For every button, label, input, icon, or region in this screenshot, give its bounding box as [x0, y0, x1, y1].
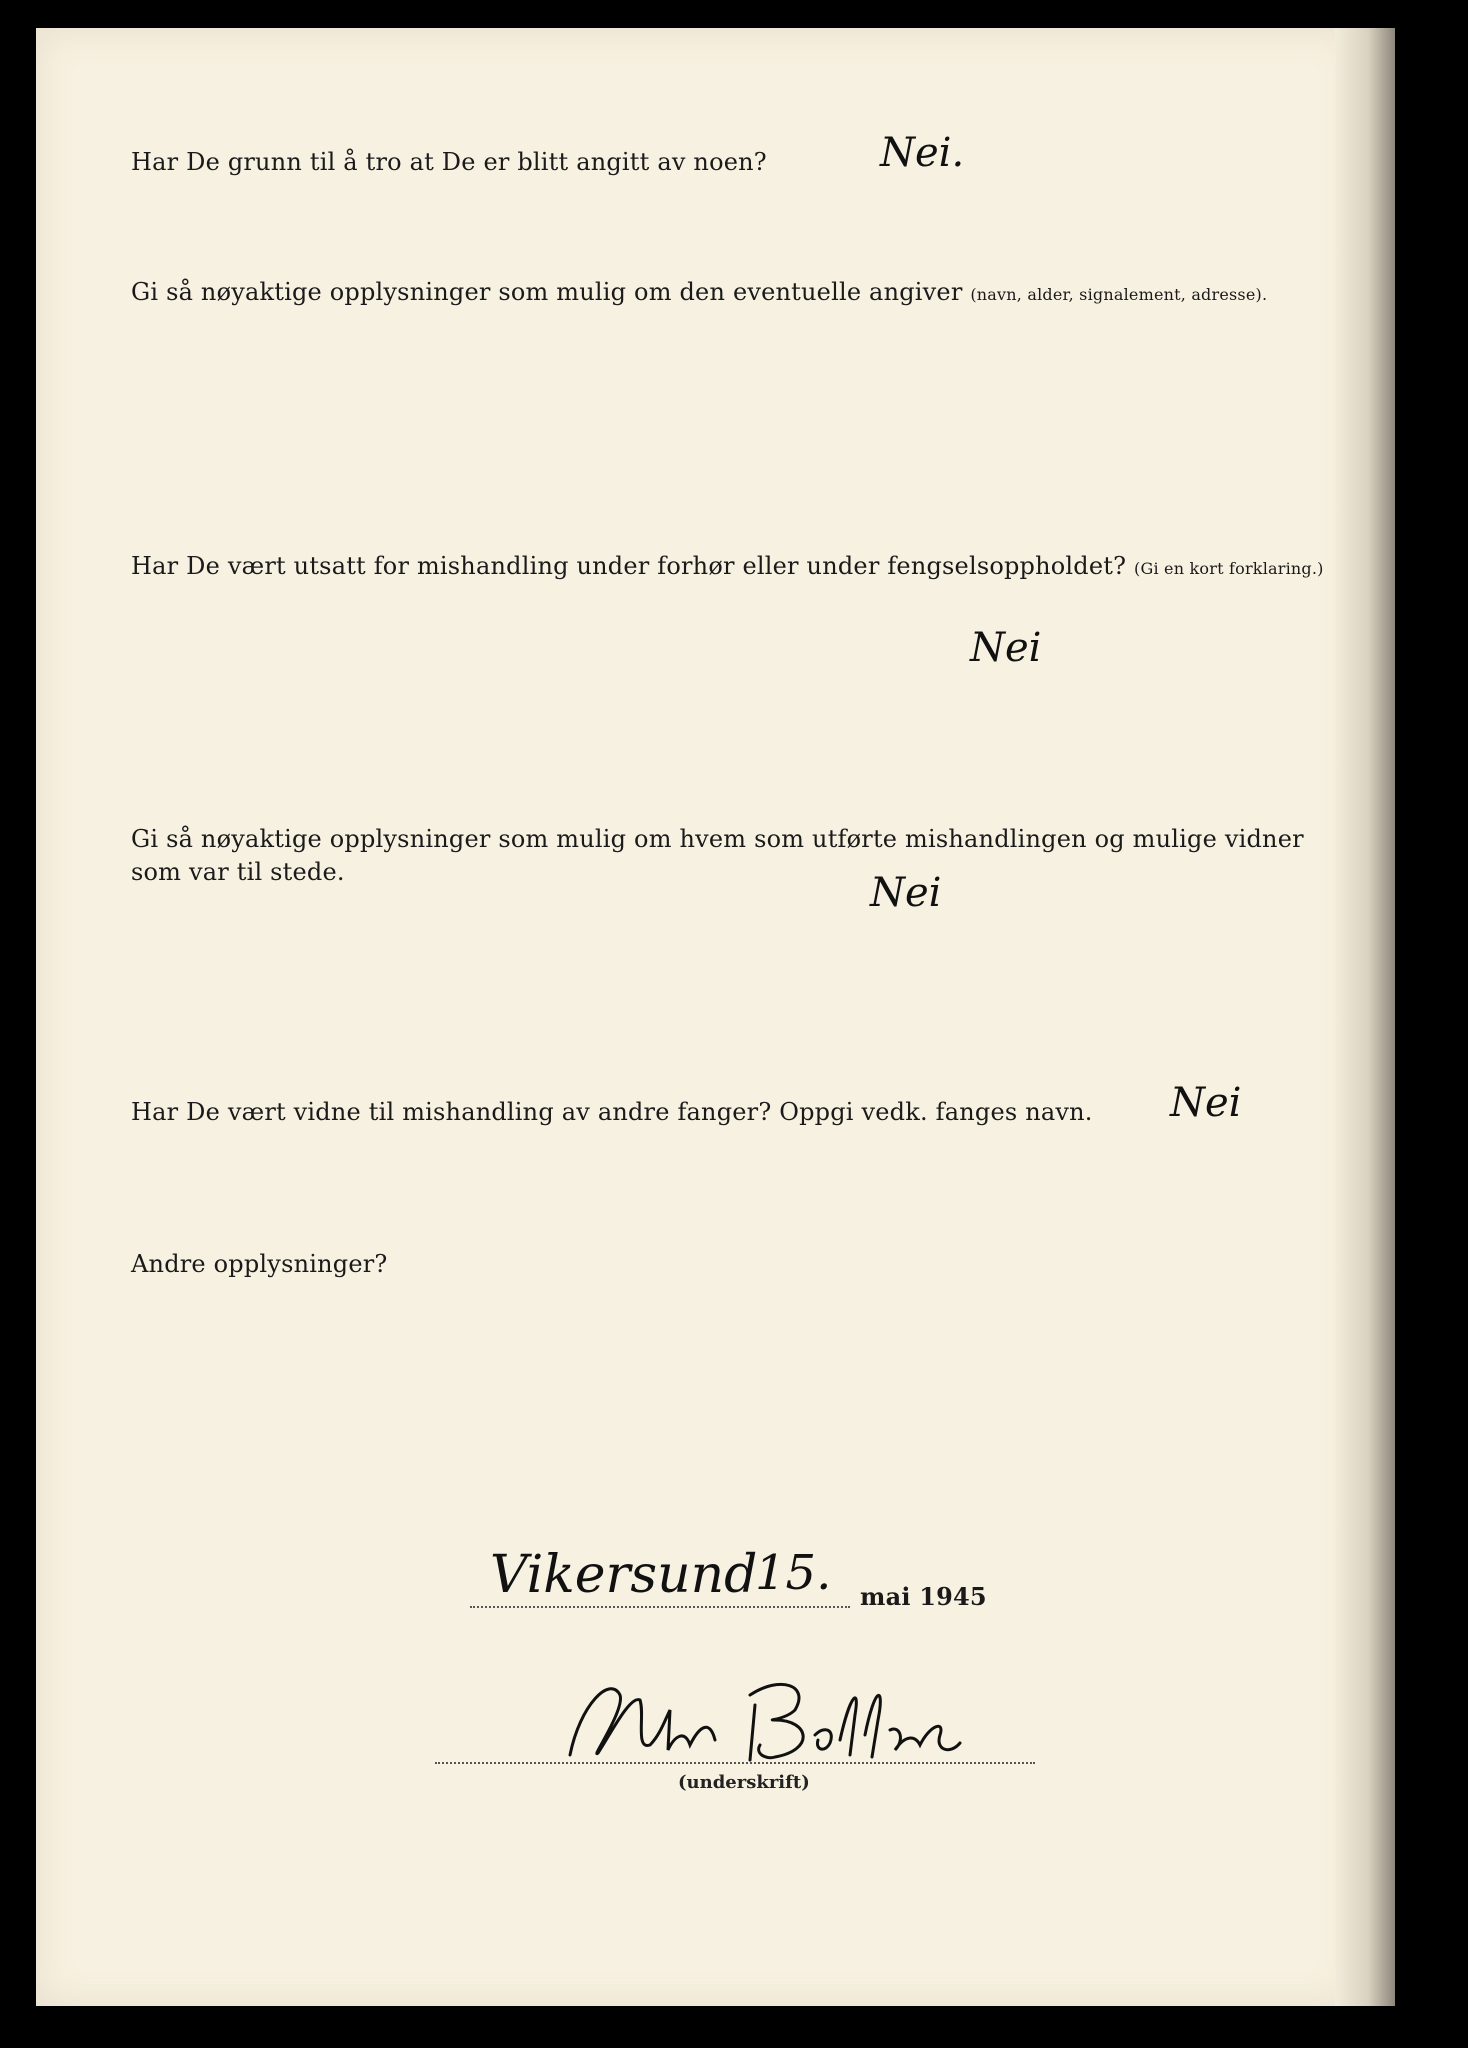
signature-caption: (underskrift) — [678, 1772, 810, 1793]
question-utforte-line1: Gi så nøyaktige opplysninger som mulig om hvem som utførte mishandlingen og mulige vidner — [131, 825, 1304, 853]
question-angiver-main: Gi så nøyaktige opplysninger som mulig om den eventuelle angiver — [131, 278, 963, 306]
question-angiver-details — [131, 278, 1267, 306]
day-handwritten: 15. — [755, 1545, 832, 1601]
place-handwritten: Vikersund — [490, 1545, 758, 1605]
question-angitt: Har De grunn til å tro at De er blitt angitt av noen? — [131, 148, 767, 176]
signature-drawing — [550, 1665, 1010, 1775]
date-month-year: mai 1945 — [860, 1582, 987, 1611]
answer-angitt: Nei. — [880, 130, 965, 176]
question-mishandling-main: Har De vært utsatt for mishandling under forhør eller under fengselsoppholdet? — [131, 552, 1127, 580]
question-mishandling-note: (Gi en kort forklaring.) — [1134, 559, 1324, 578]
question-vidne: Har De vært vidne til mishandling av andre fanger? Oppgi vedk. fanges navn. — [131, 1098, 1093, 1126]
date-line — [470, 1606, 850, 1608]
answer-utforte: Nei — [870, 870, 942, 916]
signature-line — [435, 1762, 1035, 1764]
question-angiver-note: (navn, alder, signalement, adresse). — [970, 285, 1268, 304]
answer-vidne: Nei — [1170, 1080, 1242, 1126]
question-utforte-line2: som var til stede. — [131, 858, 345, 886]
page-edge-shadow — [1335, 28, 1395, 2006]
question-mishandling — [131, 552, 1324, 580]
answer-mishandling: Nei — [970, 625, 1042, 671]
question-andre: Andre opplysninger? — [131, 1250, 388, 1278]
